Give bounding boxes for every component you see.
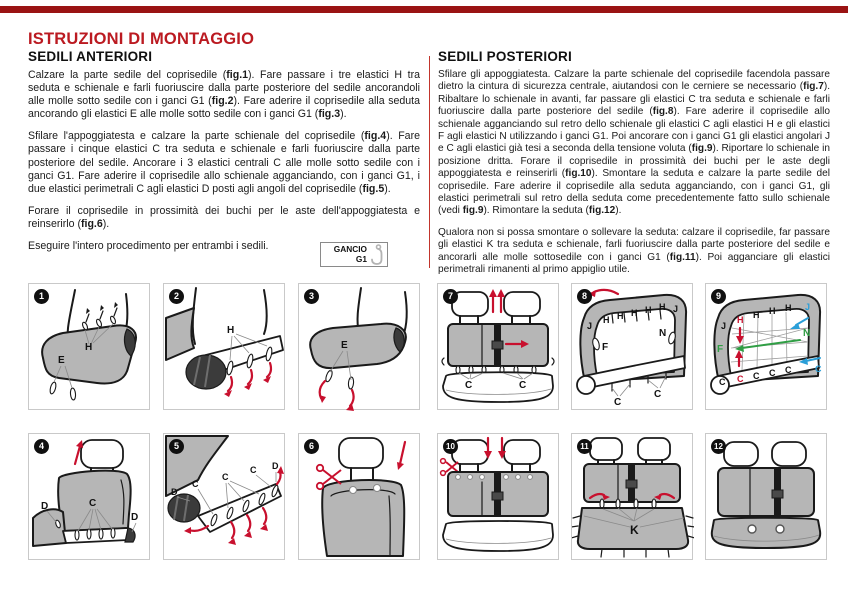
elastic-label: C [192, 479, 199, 489]
figure-2 [163, 283, 285, 410]
elastic-label: H [603, 315, 610, 325]
figure-number: 5 [169, 439, 184, 454]
figure-8-illustration [572, 284, 694, 411]
figure-1-illustration [29, 284, 151, 411]
figure-7 [437, 283, 559, 410]
elastic-label: J [673, 304, 679, 314]
elastic-label: C [785, 365, 792, 375]
elastic-label: C [719, 377, 726, 387]
figure-5-illustration [164, 434, 286, 561]
top-red-bar [0, 6, 848, 13]
page-title: ISTRUZIONI DI MONTAGGIO [28, 30, 255, 48]
figure-number: 10 [443, 439, 458, 454]
figure-number: 11 [577, 439, 592, 454]
elastic-label: H [631, 308, 638, 318]
paragraph: Sfilare l'appoggiatesta e calzare la parte schienale del coprisedile (fig.4). Fare passare i cinque elastici C tra seduta e schienale e farli fuoriuscire dalla parte posteriore del sedile. Ancorare i 3 elastici centrali C alle molle sotto sedile con i ganci G1. Fare aderire il coprisedile allo schienale agganciando, con i ganci G1, i due elastici perimetrali C agli elastici D posti agli angoli del coprisedile (fig.5). [28, 130, 420, 195]
elastic-label: D [272, 461, 279, 471]
figure-9-illustration [706, 284, 828, 411]
figure-number: 6 [304, 439, 319, 454]
elastic-label: C [250, 465, 257, 475]
figure-number: 1 [34, 289, 49, 304]
elastic-label: H [645, 305, 652, 315]
figure-number: 12 [711, 439, 726, 454]
figure-5 [163, 433, 285, 560]
figure-10 [437, 433, 559, 560]
elastic-label: C [89, 498, 97, 509]
elastic-label: C [737, 374, 744, 384]
elastic-label: H [85, 342, 93, 353]
figure-4-illustration [29, 434, 151, 561]
elastic-label: C [465, 380, 473, 391]
paragraph: Qualora non si possa smontare o sollevare la seduta: calzare il coprisedile, far passare gli elastici K tra seduta e schienale, farli fuoriuscire dalla parte posteriore del sedile e ancorarli alle molle sottosedile con i ganci G1 (fig.11). Poi agganciare gli elastici perimetrali rimanenti al primo appiglio utile. [438, 226, 830, 276]
figure-4 [28, 433, 150, 560]
elastic-label: J [805, 302, 811, 312]
elastic-label: H [659, 302, 666, 312]
hook-icon [370, 244, 384, 266]
elastic-label: C [654, 389, 662, 400]
figure-12-illustration [706, 434, 828, 561]
elastic-label: C [753, 371, 760, 381]
elastic-label: H [617, 311, 624, 321]
hook-legend-label: GANCIO G1 [333, 244, 367, 264]
figure-number: 9 [711, 289, 726, 304]
figure-number: 3 [304, 289, 319, 304]
paragraph: Calzare la parte sedile del coprisedile (fig.1). Fare passare i tre elastici H tra seduta e schienale e farli fuoriuscire dalla parte posteriore del sedile ancorandoli alle molle sotto sedile con i ganci G1 (fig.2). Fare aderire il coprisedile alla seduta ancorando gli elastici E alle molle sotto sedile con i ganci G1 (fig.3). [28, 69, 421, 121]
section-heading-front-seats: SEDILI ANTERIORI [28, 49, 153, 64]
elastic-label: F [717, 344, 724, 355]
paragraph: Sfilare gli appoggiatesta. Calzare la parte schienale del coprisedile facendola passare dietro la cintura di sicurezza centrale, aiutandosi con le cerniere se necessario (fig.7). Ribaltare lo schienale in avanti, far passare gli elastici C tra seduta e schienale e farli fuoriuscire dalla parte posteriore del sedile (fig.8). Fare aderire il coprisedile allo schienale agganciando sul retro dello schienale gli elastici C agli elastici H e gli elastici F agli elastici N utilizzando i ganci G1. Poi ancorare con i ganci G1 gli elastici angolari J e C agli elastici già tesi a seconda della tensione voluta (fig.9). Riportare lo schienale in posizione dritta. Forare il coprisedile in prossimità dei buchi per le aste degli appoggiatesta e reinserirli (fig.10). Smontare la seduta e calzare la parte sedile del coprisedile. Fare aderire il coprisedile alla seduta agganciando, con i ganci G1, gli elastici perimetrali sul retro della seduta come precedentemente fatto sullo schienale (vedi fig.9). Rimontare la seduta (fig.12). [438, 69, 831, 217]
figure-3-illustration [299, 284, 421, 411]
elastic-label: H [737, 315, 744, 325]
figure-10-illustration [438, 434, 560, 561]
front-seats-text [28, 69, 420, 262]
elastic-label: H [227, 325, 235, 336]
figure-number: 8 [577, 289, 592, 304]
figure-9 [705, 283, 827, 410]
figure-number: 7 [443, 289, 458, 304]
figure-6 [298, 433, 420, 560]
column-divider [429, 56, 430, 268]
elastic-label: H [785, 303, 792, 313]
figure-number: 4 [34, 439, 49, 454]
figure-11-illustration [572, 434, 694, 561]
figure-6-illustration [299, 434, 421, 561]
elastic-label: C [769, 368, 776, 378]
elastic-label: D [41, 501, 49, 512]
elastic-label: D [171, 487, 178, 497]
paragraph: Eseguire l'intero procedimento per entrambi i sedili. [28, 240, 269, 253]
figure-3 [298, 283, 420, 410]
elastic-label: C [222, 472, 229, 482]
elastic-label: N [659, 328, 667, 339]
hook-legend-box [320, 242, 388, 267]
elastic-label: H [769, 306, 776, 316]
elastic-label: D [131, 512, 139, 523]
elastic-label: K [630, 523, 639, 537]
elastic-label: H [753, 310, 760, 320]
elastic-label: C [815, 364, 822, 374]
elastic-label: N [803, 328, 811, 339]
elastic-label: J [587, 321, 593, 331]
figure-8 [571, 283, 693, 410]
elastic-label: J [721, 321, 727, 331]
figure-2-illustration [164, 284, 286, 411]
section-heading-rear-seats: SEDILI POSTERIORI [438, 49, 572, 64]
figure-number: 2 [169, 289, 184, 304]
figure-12 [705, 433, 827, 560]
elastic-label: C [519, 380, 527, 391]
figure-1 [28, 283, 150, 410]
figure-11 [571, 433, 693, 560]
elastic-label: E [341, 340, 348, 351]
elastic-label: F [602, 342, 609, 353]
rear-seats-text [438, 69, 830, 286]
elastic-label: C [614, 397, 622, 408]
elastic-label: E [58, 355, 65, 366]
figure-7-illustration [438, 284, 560, 411]
paragraph: Forare il coprisedile in prossimità dei buchi per le aste dell'appoggiatesta e reinserirlo (fig.6). [28, 204, 420, 230]
